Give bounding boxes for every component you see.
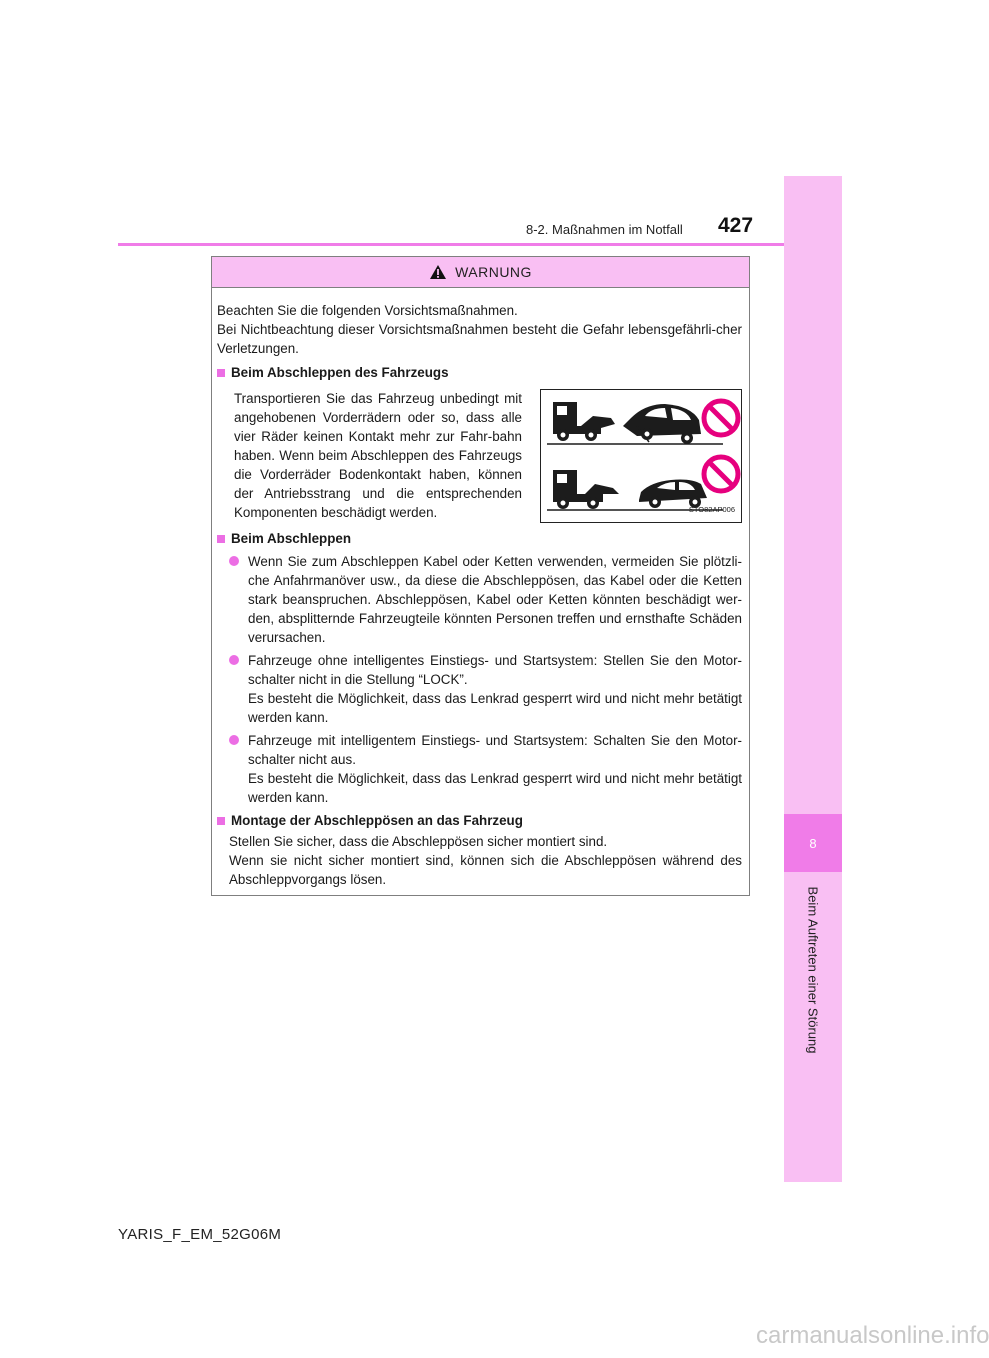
round-bullet-icon [229,731,248,807]
bullet-text: Fahrzeuge mit intelligentem Einstiegs- und Startsystem: Schalten Sie den Motor-schalter nicht aus. [248,733,742,767]
warning-triangle-icon [429,264,447,280]
chapter-label: Beim Auftreten einer Störung [805,886,821,1054]
car-icon [623,404,701,444]
prohibition-icon [704,457,738,491]
warning-content [217,301,742,889]
page-number: 427 [718,214,754,237]
tow-truck-icon [553,470,619,509]
towing-figure [540,389,742,523]
section-heading-text: Beim Abschleppen des Fahrzeugs [231,365,449,380]
list-item [217,651,742,727]
towing-vehicle-text: Transportieren Sie das Fahrzeug unbedingt mit angehobenen Vorderrädern oder so, dass alle vier Räder keinen Kontakt mehr zur Fahr-bahn haben. Wenn beim Abschleppen des Fahrzeugs die Vorderräder Bodenkontakt haben, können der Antriebsstrang und die entsprechenden Komponenten beschädigt werden. [234,391,522,520]
section-heading-mounting [217,811,742,830]
section-heading-text: Montage der Abschleppösen an das Fahrzeug [231,813,523,828]
prohibition-icon [704,401,738,435]
section-heading-towing-vehicle [217,363,742,382]
square-bullet-icon [217,369,225,377]
figure-id: STO82AP006 [688,505,735,514]
round-bullet-icon [229,651,248,727]
warning-box [211,256,750,896]
warning-header [212,257,749,288]
round-bullet-icon [229,552,248,647]
mounting-text-2: Wenn sie nicht sicher montiert sind, können sich die Abschleppösen während des Abschleppvorgangs lösen. [229,853,742,887]
watermark: carmanualsonline.info [756,1322,989,1349]
list-item [217,731,742,807]
section-title: 8-2. Maßnahmen im Notfall [526,222,683,237]
warning-title: WARNUNG [455,264,532,280]
tow-truck-icon [553,402,615,441]
bullet-text: Fahrzeuge ohne intelligentes Einstiegs- und Startsystem: Stellen Sie den Motor-schalter nicht in die Stellung “LOCK”. [248,653,742,687]
section-heading-towing [217,529,742,548]
square-bullet-icon [217,535,225,543]
square-bullet-icon [217,817,225,825]
intro-line-2: Bei Nichtbeachtung dieser Vorsichtsmaßnahmen besteht die Gefahr lebensgefährli-cher Verletzungen. [217,322,742,356]
towing-vehicle-block [217,389,742,523]
chapter-number-tab[interactable]: 8 [784,814,842,872]
bullet-text: Wenn Sie zum Abschleppen Kabel oder Ketten verwenden, vermeiden Sie plötzli-che Anfahrmanöver usw., da diese die Abschleppösen, das Kabel oder die Ketten stark beanspruchen. Abschleppösen, Kabel oder Ketten könnten beschädigt wer-den, absplitternde Fahrzeugteile könnten Personen treffen und ernsthafte Schäden verursachen. [248,554,742,645]
intro-line-1: Beachten Sie die folgenden Vorsichtsmaßnahmen. [217,303,518,318]
list-item [217,552,742,647]
document-code: YARIS_F_EM_52G06M [118,1226,282,1243]
bullet-text: Es besteht die Möglichkeit, dass das Lenkrad gesperrt wird und nicht mehr betätigt werden kann. [248,691,742,725]
mounting-text-1: Stellen Sie sicher, dass die Abschleppösen sicher montiert sind. [229,834,608,849]
bullet-text: Es besteht die Möglichkeit, dass das Lenkrad gesperrt wird und nicht mehr betätigt werden kann. [248,771,742,805]
section-heading-text: Beim Abschleppen [231,531,352,546]
header-rule [118,243,784,246]
